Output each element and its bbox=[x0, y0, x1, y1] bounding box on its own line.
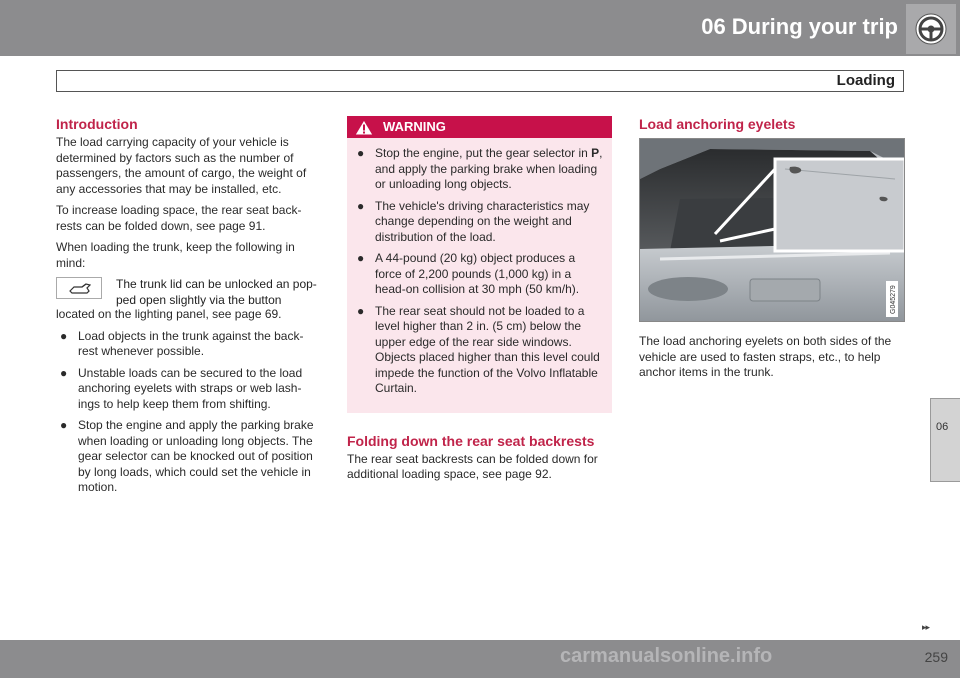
eyelets-heading: Load anchoring eyelets bbox=[639, 116, 796, 132]
intro-paragraph-1: The load carrying capacity of your vehicle is determined by factors such as the number of passengers, the amount of cargo, the weight of any accessories that may be installed, etc. bbox=[56, 135, 307, 196]
folding-heading: Folding down the rear seat backrests bbox=[347, 432, 595, 449]
warning-label: WARNING bbox=[383, 119, 446, 134]
trunk-icon-box bbox=[56, 277, 102, 299]
next-page-arrows-icon: ▸▸ bbox=[922, 622, 930, 632]
list-item: ● Unstable loads can be secured to the load anchoring eyelets with straps or web lash-ings to help keep them from shifting. bbox=[60, 365, 303, 411]
list-item: ● Stop the engine, put the gear selector in P, and apply the parking brake when loading or unloading long objects. bbox=[357, 146, 603, 191]
introduction-heading: Introduction bbox=[56, 116, 138, 132]
folding-paragraph: The rear seat backrests can be folded down for additional loading space, see page 92. bbox=[347, 451, 598, 481]
image-code: G045279 bbox=[890, 285, 897, 314]
trunk-text-line-1: The trunk lid can be unlocked an pop-ped open slightly via the button bbox=[116, 277, 317, 307]
chapter-side-tab[interactable] bbox=[930, 398, 960, 482]
column-warning bbox=[347, 116, 612, 489]
list-item: ● Load objects in the trunk against the back-rest whenever possible. bbox=[60, 328, 304, 358]
trunk-open-icon bbox=[69, 282, 91, 295]
page-number: 259 bbox=[924, 649, 948, 665]
warning-box bbox=[347, 116, 612, 413]
trunk-eyelet-photo bbox=[639, 138, 905, 322]
loading-bullet-list bbox=[56, 329, 322, 496]
section-bar bbox=[56, 70, 904, 92]
intro-paragraph-3: When loading the trunk, keep the following in mind: bbox=[56, 240, 295, 270]
trunk-button-row bbox=[56, 277, 322, 307]
list-item: ● A 44-pound (20 kg) object produces a force of 2,200 pounds (1,000 kg) in a head-on collision at 30 mph (50 km/h). bbox=[357, 251, 580, 296]
list-item: ● The vehicle's driving characteristics may change depending on the weight and distribution of the load. bbox=[357, 198, 590, 244]
chapter-icon-box bbox=[906, 4, 956, 54]
column-eyelets bbox=[639, 116, 905, 387]
list-item: ● The rear seat should not be loaded to a level higher than 2 in. (5 cm) below the upper edge of the rear side windows. Objects placed higher than this level could impede the function of the Volvo Inflatable Curtain. bbox=[357, 303, 600, 395]
warning-bullet-list bbox=[347, 146, 612, 397]
side-tab-label: 06 bbox=[936, 421, 949, 433]
intro-paragraph-2: To increase loading space, the rear seat back-rests can be folded down, see page 91. bbox=[56, 203, 302, 233]
watermark-text: carmanualsonline.info bbox=[560, 645, 773, 667]
footer-band bbox=[0, 640, 960, 678]
list-item: ● Stop the engine and apply the parking brake when loading or unloading long objects. The gear selector can be knocked out of position by long loads, which could set the vehicle in motion. bbox=[60, 418, 314, 494]
warning-triangle-icon bbox=[354, 119, 374, 136]
column-introduction bbox=[56, 116, 322, 502]
chapter-title: 06 During your trip bbox=[701, 14, 898, 39]
warning-header bbox=[347, 116, 612, 138]
eyelets-caption: The load anchoring eyelets on both sides of the vehicle are used to fasten straps, etc., to help anchor items in the trunk. bbox=[639, 334, 892, 379]
trunk-text-line-2: located on the lighting panel, see page 69. bbox=[56, 307, 282, 321]
trunk-illustration bbox=[640, 139, 905, 322]
section-title: Loading bbox=[836, 72, 895, 89]
steering-wheel-icon bbox=[914, 12, 948, 46]
